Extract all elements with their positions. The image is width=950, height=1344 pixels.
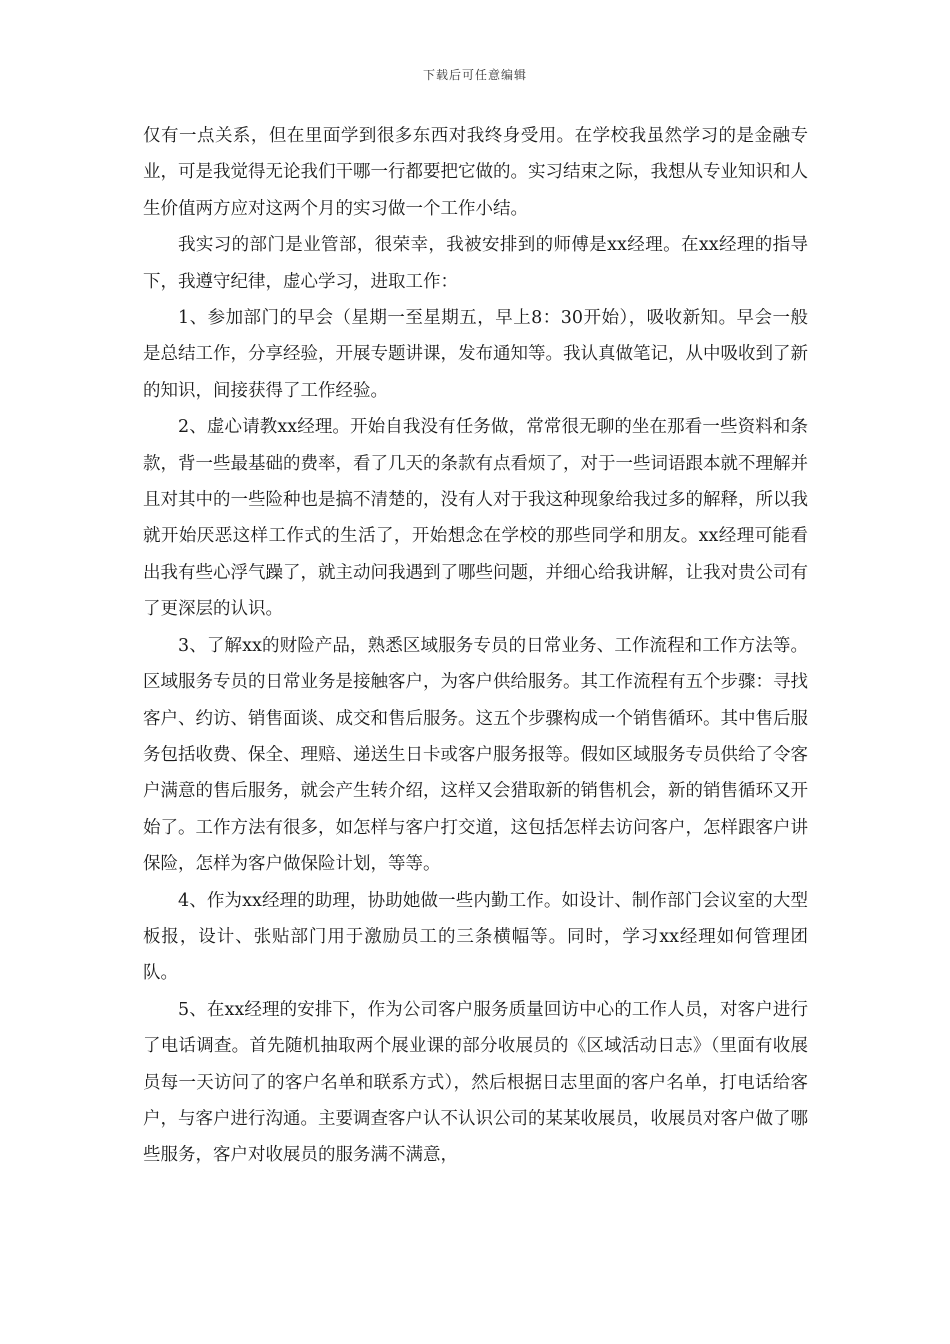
paragraph-item-5: 5、在xx经理的安排下，作为公司客户服务质量回访中心的工作人员，对客户进行了电话调查。首先随机抽取两个展业课的部分收展员的《区域活动日志》（里面有收展员每一天访问了的客户名单和联系方式），然后根据日志里面的客户名单，打电话给客户，与客户进行沟通。主要调查客户认不认识公司的某某收展员，收展员对客户做了哪些服务，客户对收展员的服务满不满意，	[143, 999, 808, 1166]
paragraph-department: 我实习的部门是业管部，很荣幸，我被安排到的师傅是xx经理。在xx经理的指导下，我遵守纪律，虚心学习，进取工作：	[143, 235, 808, 292]
paragraph-item-4: 4、作为xx经理的助理，协助她做一些内勤工作。如设计、制作部门会议室的大型板报，设计、张贴部门用于激励员工的三条横幅等。同时，学习xx经理如何管理团队。	[143, 890, 808, 984]
document-body	[143, 118, 808, 1174]
paragraph-item-2: 2、虚心请教xx经理。开始自我没有任务做，常常很无聊的坐在那看一些资料和条款，背一些最基础的费率，看了几天的条款有点看烦了，对于一些词语跟本就不理解并且对其中的一些险种也是搞不清楚的，没有人对于我这种现象给我过多的解释，所以我就开始厌恶这样工作式的生活了，开始想念在学校的那些同学和朋友。xx经理可能看出我有些心浮气躁了，就主动问我遇到了哪些问题，并细心给我讲解，让我对贵公司有了更深层的认识。	[143, 417, 808, 620]
paragraph-item-3: 3、了解xx的财险产品，熟悉区域服务专员的日常业务、工作流程和工作方法等。区域服务专员的日常业务是接触客户，为客户供给服务。其工作流程有五个步骤：寻找客户、约访、销售面谈、成交和售后服务。这五个步骤构成一个销售循环。其中售后服务包括收费、保全、理赔、递送生日卡或客户服务报等。假如区域服务专员供给了令客户满意的售后服务，就会产生转介绍，这样又会猎取新的销售机会，新的销售循环又开始了。工作方法有很多，如怎样与客户打交道，这包括怎样去访问客户，怎样跟客户讲保险，怎样为客户做保险计划，等等。	[143, 635, 808, 875]
paragraph-intro: 仅有一点关系，但在里面学到很多东西对我终身受用。在学校我虽然学习的是金融专业，可是我觉得无论我们干哪一行都要把它做的。实习结束之际，我想从专业知识和人生价值两方应对这两个月的实习做一个工作小结。	[143, 126, 808, 219]
paragraph-item-1: 1、参加部门的早会（星期一至星期五，早上8：30开始），吸收新知。早会一般是总结工作，分享经验，开展专题讲课，发布通知等。我认真做笔记，从中吸收到了新的知识，间接获得了工作经验。	[143, 308, 808, 401]
page-header: 下载后可任意编辑	[422, 68, 527, 82]
